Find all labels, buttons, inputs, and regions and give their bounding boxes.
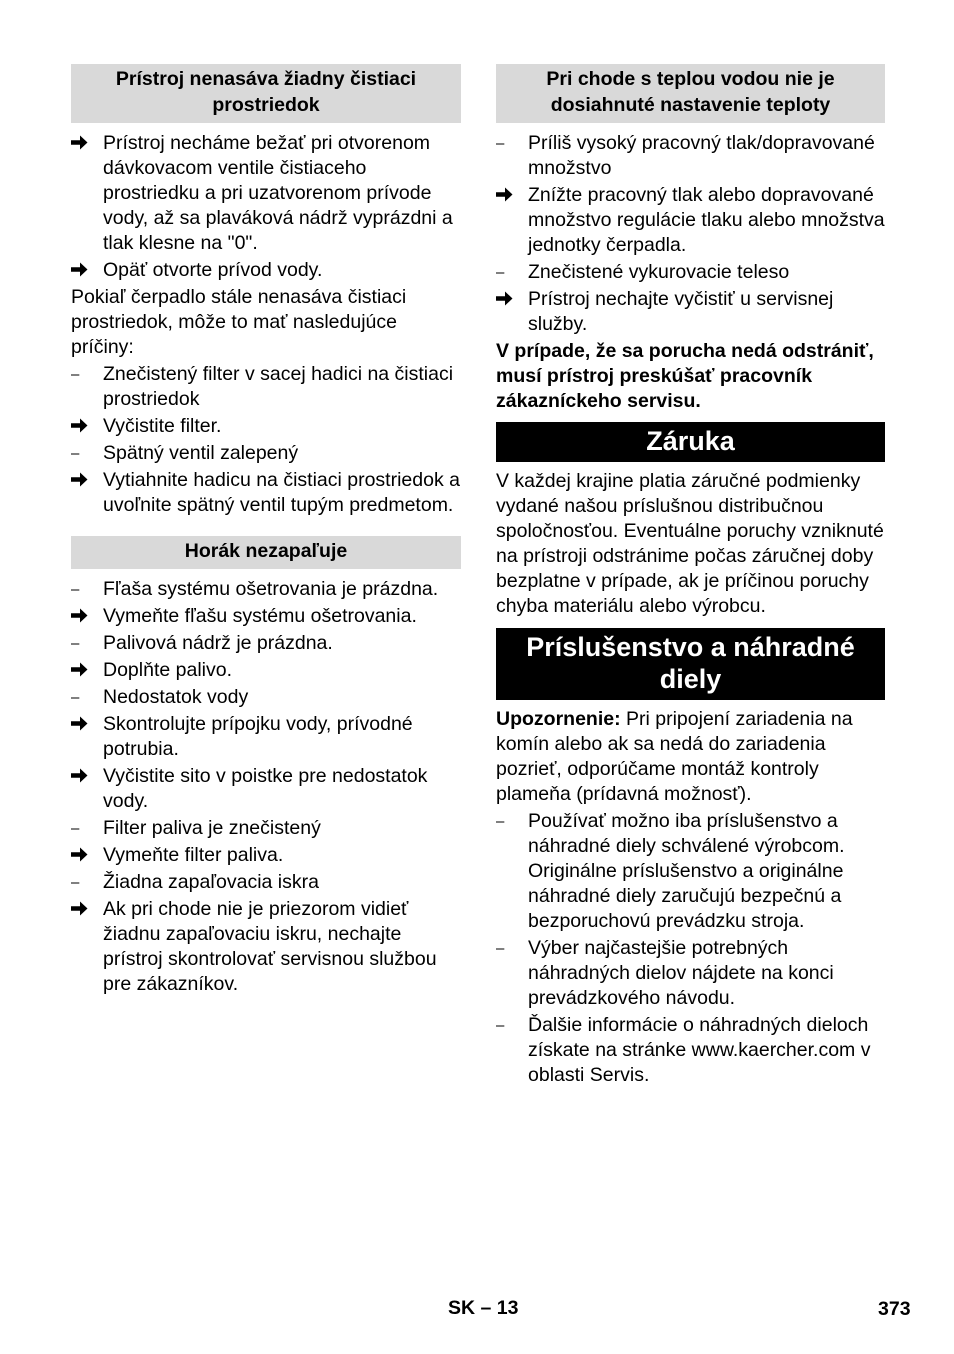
item-text: Ak pri chode nie je priezorom vidieť žiadnu zapaľovaciu iskru, nechajte prístroj skontrolovať servisnou službou pre zákazníkov. [103, 898, 437, 995]
arrow-right-icon [71, 414, 97, 433]
list-burner [71, 577, 461, 997]
cause-item [496, 260, 885, 285]
arrow-right-icon [71, 897, 97, 916]
list-no-detergent-b [71, 362, 461, 518]
note-text: Pri pripojení zariadenia na komín alebo ak sa nedá do zariadenia pozrieť, odporúčame montáž kontroly plameňa (prídavná možnosť). [496, 708, 853, 805]
item-text: Vyčistite filter. [103, 415, 222, 437]
section-heading-burner: Horák nezapaľuje [71, 536, 461, 569]
dash-bullet-icon: – [71, 820, 80, 837]
footer-page-number: 373 [878, 1298, 911, 1320]
cause-item [71, 816, 461, 841]
arrow-right-icon [496, 183, 522, 202]
dash-bullet-icon: – [496, 813, 505, 830]
dash-bullet-icon: – [71, 445, 80, 462]
section-heading-warranty: Záruka [496, 422, 885, 462]
action-step [71, 843, 461, 868]
item-text: Vymeňte filter paliva. [103, 844, 284, 866]
left-column [71, 64, 461, 997]
section-heading-accessories: Príslušenstvo a náhradné diely [496, 628, 885, 700]
cause-item [496, 936, 885, 1011]
action-step [71, 897, 461, 997]
section-heading-temperature: Pri chode s teplou vodou nie je dosiahnuté nastavenie teploty [496, 64, 885, 123]
action-step [71, 414, 461, 439]
item-text: Príliš vysoký pracovný tlak/dopravované množstvo [528, 132, 875, 179]
bold-note-service: V prípade, že sa porucha nedá odstrániť, musí prístroj preskúšať pracovník zákazníckeho servisu. [496, 340, 874, 412]
cause-item [71, 685, 461, 710]
item-text: Prístroj nechajte vyčistiť u servisnej služby. [528, 288, 834, 335]
cause-item [496, 809, 885, 934]
item-text: Znížte pracovný tlak alebo dopravované množstvo regulácie tlaku alebo množstva jednotky čerpadla. [528, 184, 885, 256]
item-text: Fľaša systému ošetrovania je prázdna. [103, 578, 439, 600]
dash-bullet-icon: – [496, 264, 505, 281]
arrow-right-icon [71, 843, 97, 862]
item-text: Znečistený filter v sacej hadici na čistiaci prostriedok [103, 363, 454, 410]
item-text: Žiadna zapaľovacia iskra [103, 871, 319, 893]
arrow-right-icon [496, 287, 522, 306]
item-text: Výber najčastejšie potrebných náhradných dielov nájdete na konci prevádzkového návodu. [528, 937, 834, 1009]
list-accessories [496, 809, 885, 1088]
action-step [71, 604, 461, 629]
item-text: Doplňte palivo. [103, 659, 232, 681]
action-step [71, 131, 461, 256]
item-text: Opäť otvorte prívod vody. [103, 259, 323, 281]
action-step [71, 468, 461, 518]
dash-bullet-icon: – [496, 135, 505, 152]
action-step [71, 658, 461, 683]
action-step [496, 183, 885, 258]
cause-item [71, 441, 461, 466]
cause-item [71, 870, 461, 895]
arrow-right-icon [71, 604, 97, 623]
item-text: Spätný ventil zalepený [103, 442, 299, 464]
section-heading-no-detergent: Prístroj nenasáva žiadny čistiaci prostriedok [71, 64, 461, 123]
list-temperature [496, 131, 885, 337]
item-text: Filter paliva je znečistený [103, 817, 321, 839]
cause-item [71, 362, 461, 412]
paragraph-causes: Pokiaľ čerpadlo stále nenasáva čistiaci prostriedok, môže to mať nasledujúce príčiny: [71, 286, 407, 358]
warranty-text: V každej krajine platia záručné podmienky vydané našou príslušnou distribučnou spoločnosťou. Eventuálne poruchy vzniknuté na prístroji odstránime počas záručnej doby bezplatne v prípade, ak je príčinou poruchy chyba materiálu alebo výrobcu. [496, 470, 884, 617]
action-step [71, 712, 461, 762]
dash-bullet-icon: – [496, 1017, 505, 1034]
item-text: Vyčistite sito v poistke pre nedostatok vody. [103, 765, 428, 812]
action-step [71, 764, 461, 814]
item-text: Palivová nádrž je prázdna. [103, 632, 333, 654]
arrow-right-icon [71, 712, 97, 731]
item-text: Vytiahnite hadicu na čistiaci prostriedok a uvoľnite spätný ventil tupým predmetom. [103, 469, 460, 516]
dash-bullet-icon: – [71, 874, 80, 891]
cause-item [71, 577, 461, 602]
item-text: Ďalšie informácie o náhradných dieloch získate na stránke www.kaercher.com v oblasti Servis. [528, 1014, 871, 1086]
cause-item [496, 1013, 885, 1088]
item-text: Vymeňte fľašu systému ošetrovania. [103, 605, 417, 627]
right-column [496, 64, 885, 1088]
dash-bullet-icon: – [71, 366, 80, 383]
accessories-note [496, 707, 885, 807]
arrow-right-icon [71, 258, 97, 277]
item-text: Nedostatok vody [103, 686, 249, 708]
dash-bullet-icon: – [71, 635, 80, 652]
item-text: Používať možno iba príslušenstvo a náhradné diely schválené výrobcom. Originálne príslušenstvo a originálne náhradné diely zaručujú bezpečnú a bezporuchovú prevádzku stroja. [528, 810, 845, 932]
arrow-right-icon [71, 468, 97, 487]
arrow-right-icon [71, 764, 97, 783]
item-text: Prístroj necháme bežať pri otvorenom dávkovacom ventile čistiaceho prostriedku a pri uzatvorenom prívode vody, až sa plaváková nádrž vyprázdni a tlak klesne na "0". [103, 132, 453, 254]
dash-bullet-icon: – [71, 581, 80, 598]
dash-bullet-icon: – [71, 689, 80, 706]
action-step [496, 287, 885, 337]
action-step [71, 258, 461, 283]
footer-section-label: SK – 13 [448, 1297, 519, 1319]
item-text: Znečistené vykurovacie teleso [528, 261, 790, 283]
arrow-right-icon [71, 658, 97, 677]
cause-item [496, 131, 885, 181]
arrow-right-icon [71, 131, 97, 150]
list-no-detergent-a [71, 131, 461, 283]
cause-item [71, 631, 461, 656]
dash-bullet-icon: – [496, 940, 505, 957]
note-label: Upozornenie: [496, 708, 621, 730]
item-text: Skontrolujte prípojku vody, prívodné potrubia. [103, 713, 413, 760]
